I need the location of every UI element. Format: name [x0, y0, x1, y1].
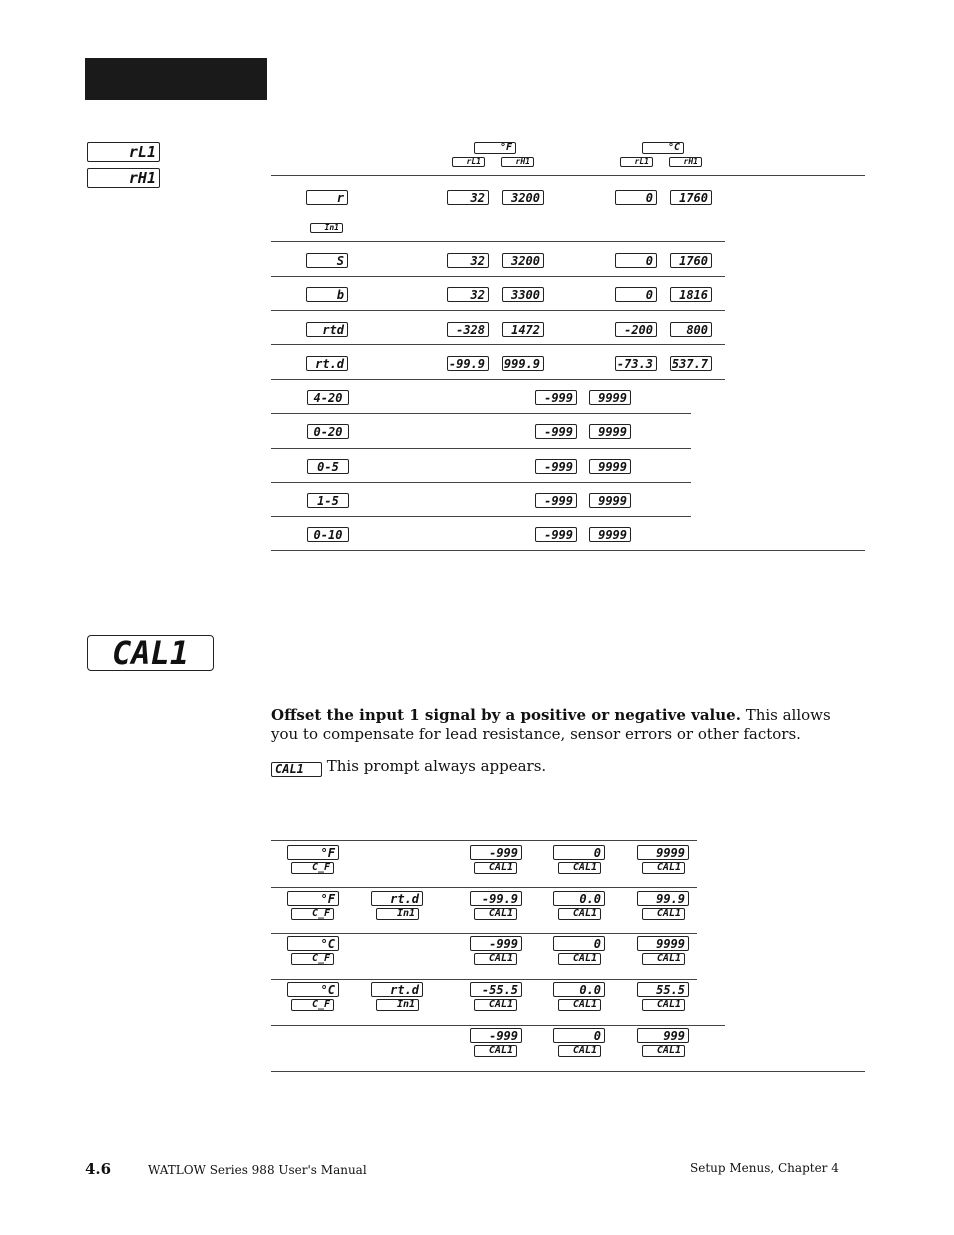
- input-type-prompt: rt.d: [371, 891, 423, 906]
- celsius-high-label: rH1: [669, 157, 702, 167]
- process-range-high: 9999: [589, 493, 631, 508]
- input-sub-label: In1: [376, 999, 419, 1011]
- cal-max-label: CAL1: [642, 908, 685, 920]
- footer-manual-title: WATLOW Series 988 User's Manual: [148, 1163, 367, 1177]
- sensor-type-prompt: r: [306, 190, 348, 205]
- input-type-prompt: rt.d: [371, 982, 423, 997]
- cal-max-value: 9999: [637, 936, 689, 951]
- process-range-low: -999: [535, 390, 577, 405]
- footer-chapter: Setup Menus, Chapter 4: [690, 1161, 839, 1175]
- cal-max-label: CAL1: [642, 999, 685, 1011]
- fahrenheit-range-high: 999.9: [502, 356, 544, 371]
- celsius-header: °C: [642, 142, 684, 154]
- cal-default-label: CAL1: [558, 862, 601, 874]
- sensor-type-prompt: S: [306, 253, 348, 268]
- cal-max-label: CAL1: [642, 862, 685, 874]
- input-sub-label: In1: [376, 908, 419, 920]
- celsius-range-low: 0: [615, 253, 657, 268]
- unit-prompt: °C: [287, 936, 339, 951]
- celsius-range-low: 0: [615, 190, 657, 205]
- cal-default-label: CAL1: [558, 953, 601, 965]
- celsius-range-low: -200: [615, 322, 657, 337]
- celsius-low-label: rL1: [620, 157, 653, 167]
- process-type-prompt: 0-5: [307, 459, 349, 474]
- process-type-prompt: 0-20: [307, 424, 349, 439]
- cal1-note-text: This prompt always appears.: [322, 757, 547, 775]
- cal-min-label: CAL1: [474, 999, 517, 1011]
- cal1-description-rest: This allows you to compensate for lead resistance, sensor errors or other factors.: [271, 706, 831, 743]
- cal-min-label: CAL1: [474, 953, 517, 965]
- range-high-prompt: rH1: [87, 168, 160, 188]
- cal-default-label: CAL1: [558, 999, 601, 1011]
- cal-max-label: CAL1: [642, 953, 685, 965]
- celsius-range-low: 0: [615, 287, 657, 302]
- unit-sub-label: C_F: [291, 908, 334, 920]
- cal-min-label: CAL1: [474, 862, 517, 874]
- celsius-range-high: 1760: [670, 190, 712, 205]
- process-type-prompt: 4-20: [307, 390, 349, 405]
- fahrenheit-header: °F: [474, 142, 516, 154]
- process-row-rule: [271, 448, 691, 449]
- cal-min-label: CAL1: [474, 908, 517, 920]
- process-range-low: -999: [535, 459, 577, 474]
- cal-table-top-rule: [271, 840, 697, 841]
- unit-sub-label: C_F: [291, 862, 334, 874]
- unit-prompt: °F: [287, 845, 339, 860]
- cal-default-label: CAL1: [558, 1045, 601, 1057]
- process-row-rule: [271, 413, 691, 414]
- cal-row-rule: [271, 933, 697, 934]
- unit-sub-label: C_F: [291, 953, 334, 965]
- cal-max-value: 999: [637, 1028, 689, 1043]
- fahrenheit-range-high: 1472: [502, 322, 544, 337]
- cal1-note: [271, 757, 861, 777]
- range-row-rule: [271, 344, 725, 345]
- cal-max-value: 99.9: [637, 891, 689, 906]
- cal-max-value: 55.5: [637, 982, 689, 997]
- sensor-type-prompt: rt.d: [306, 356, 348, 371]
- fahrenheit-range-high: 3300: [502, 287, 544, 302]
- cal-max-label: CAL1: [642, 1045, 685, 1057]
- unit-prompt: °C: [287, 982, 339, 997]
- process-type-prompt: 1-5: [307, 493, 349, 508]
- sensor-type-prompt: b: [306, 287, 348, 302]
- fahrenheit-range-low: -99.9: [447, 356, 489, 371]
- celsius-range-high: 1760: [670, 253, 712, 268]
- fahrenheit-range-low: 32: [447, 190, 489, 205]
- page-number: 4.6: [85, 1160, 112, 1178]
- process-range-high: 9999: [589, 459, 631, 474]
- process-range-high: 9999: [589, 424, 631, 439]
- process-range-low: -999: [535, 493, 577, 508]
- fahrenheit-high-label: rH1: [501, 157, 534, 167]
- cal-min-value: -999: [470, 1028, 522, 1043]
- cal-min-value: -99.9: [470, 891, 522, 906]
- process-range-high: 9999: [589, 390, 631, 405]
- range-row-rule: [271, 276, 725, 277]
- range-row-rule: [271, 310, 725, 311]
- cal-default-value: 0.0: [553, 891, 605, 906]
- cal-default-value: 0: [553, 936, 605, 951]
- fahrenheit-range-low: 32: [447, 253, 489, 268]
- process-range-low: -999: [535, 527, 577, 542]
- celsius-range-high: 1816: [670, 287, 712, 302]
- cal-row-rule: [271, 979, 697, 980]
- range-row-rule: [271, 241, 725, 242]
- input1-label: In1: [310, 223, 343, 233]
- cal-default-value: 0: [553, 845, 605, 860]
- fahrenheit-range-high: 3200: [502, 253, 544, 268]
- celsius-range-high: 800: [670, 322, 712, 337]
- cal-default-label: CAL1: [558, 908, 601, 920]
- range-table-top-rule: [271, 175, 865, 176]
- process-range-low: -999: [535, 424, 577, 439]
- cal1-description: [271, 706, 861, 744]
- fahrenheit-range-low: 32: [447, 287, 489, 302]
- celsius-range-high: 537.7: [670, 356, 712, 371]
- cal-default-value: 0.0: [553, 982, 605, 997]
- fahrenheit-range-low: -328: [447, 322, 489, 337]
- cal-default-value: 0: [553, 1028, 605, 1043]
- fahrenheit-low-label: rL1: [452, 157, 485, 167]
- process-row-rule: [271, 482, 691, 483]
- cal-table-bottom-rule: [271, 1071, 865, 1072]
- process-type-prompt: 0-10: [307, 527, 349, 542]
- range-table-bottom-rule: [271, 550, 865, 551]
- unit-prompt: °F: [287, 891, 339, 906]
- range-row-rule: [271, 379, 725, 380]
- cal-row-rule: [271, 1025, 725, 1026]
- range-low-prompt: rL1: [87, 142, 160, 162]
- chapter-header-bar: [85, 58, 267, 100]
- fahrenheit-range-high: 3200: [502, 190, 544, 205]
- process-range-high: 9999: [589, 527, 631, 542]
- cal-row-rule: [271, 887, 697, 888]
- cal-min-value: -55.5: [470, 982, 522, 997]
- cal1-large-prompt: CAL1: [87, 635, 214, 671]
- cal-max-value: 9999: [637, 845, 689, 860]
- cal-min-value: -999: [470, 845, 522, 860]
- celsius-range-low: -73.3: [615, 356, 657, 371]
- cal-min-label: CAL1: [474, 1045, 517, 1057]
- cal1-description-bold: Offset the input 1 signal by a positive or negative value.: [271, 706, 741, 724]
- sensor-type-prompt: rtd: [306, 322, 348, 337]
- cal1-note-prompt: CAL1: [271, 762, 322, 777]
- process-row-rule: [271, 516, 691, 517]
- unit-sub-label: C_F: [291, 999, 334, 1011]
- cal-min-value: -999: [470, 936, 522, 951]
